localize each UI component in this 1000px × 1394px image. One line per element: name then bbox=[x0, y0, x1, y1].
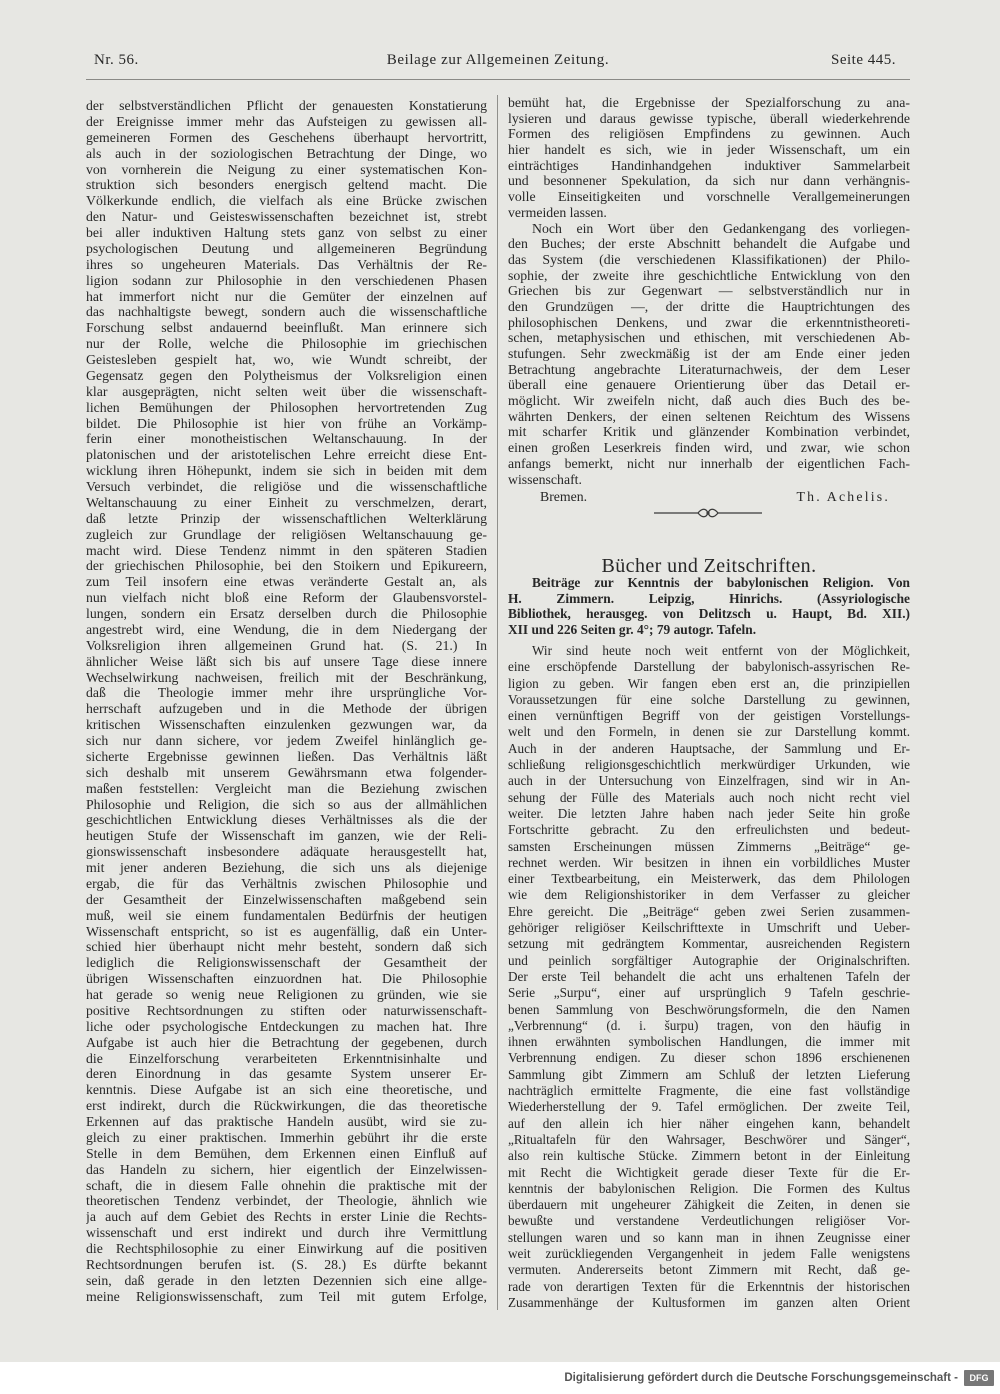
text-line: Voraussetzungen für eine solche Darstellung zu gewinnen, bbox=[508, 691, 910, 707]
text-line: schließung religionsgeschichtlich merkwürdiger Urkunden, wie bbox=[508, 757, 910, 773]
text-line: also rein kultische Stücke. Zimmern betont in der Einleitung bbox=[508, 1148, 910, 1164]
text-line: auf den allein ich hier näher eingehen kann, behandelt bbox=[508, 1115, 910, 1131]
text-line: als auch in der soziologischen Betrachtung der Dinge, wo bbox=[86, 145, 487, 161]
text-line: schen, metaphysischen und ethischen, mit verschiedenen Ab- bbox=[508, 330, 910, 346]
text-line: Auch in der anderen Hauptsache, der Sammlung und Er- bbox=[508, 740, 910, 756]
text-line: einträchtiges Handinhandgehen induktiver Sammelarbeit bbox=[508, 157, 910, 173]
text-line: sophie, der zweite ihre geschichtliche Entwicklung von den bbox=[508, 267, 910, 283]
text-line: Stelle in dem Bemühen, dem Erkennen einen Einfluß auf bbox=[86, 1145, 487, 1161]
text-line: lysieren und daraus gewisse typische, überall wiederkehrende bbox=[508, 110, 910, 126]
digitization-footer bbox=[0, 1362, 1000, 1394]
text-line: der griechischen Philosophie, bei den Stoikern und Epikureern, bbox=[86, 558, 487, 574]
text-line: psychologischen Deutung und allgemeineren Begründung bbox=[86, 240, 487, 256]
text-line: „Ritualtafeln für den Wahrsager, Beschwörer und Sänger“, bbox=[508, 1131, 910, 1147]
text-line: weit zurückliegenden Vergangenheit in jedem Falle wenigstens bbox=[508, 1245, 910, 1261]
review-citation bbox=[508, 575, 910, 638]
text-line: Rechtsordnungen berufen ist. (S. 28.) Es dürfte bekannt bbox=[86, 1256, 487, 1272]
text-line: bemüht hat, die Ergebnisse der Spezialforschung zu ana- bbox=[508, 95, 910, 110]
text-line: den Grundzügen —, der dritte die Hauptrichtungen des bbox=[508, 298, 910, 314]
text-line: wie dem Religionshistoriker in dem Verfasser zu gleicher bbox=[508, 887, 910, 903]
text-line: sein, daß gerade in den letzten Dezennien sich eine allge- bbox=[86, 1272, 487, 1288]
text-line: bildet. Die Philosophie ist hier von frühe an Vorkämp- bbox=[86, 415, 487, 431]
funding-credit: Digitalisierung gefördert durch die Deutsche Forschungsgemeinschaft - bbox=[564, 1372, 958, 1384]
text-line: rechnet werden. Wir besitzen in ihnen ein vorbildliches Muster bbox=[508, 854, 910, 870]
text-line: das nachhaltigste bewegt, sondern auch die wissenschaftliche bbox=[86, 304, 487, 320]
text-line: weiter. Die letzten Jahre haben nach jeder Seite hin große bbox=[508, 805, 910, 821]
text-line: einen vernünftigen Begriff von der geistigen Vorstellungs- bbox=[508, 708, 910, 724]
text-line: einen großen Leserkreis finden wird, und zwar, wie schon bbox=[508, 440, 910, 456]
text-line: H. Zimmern. Leipzig, Hinrichs. (Assyriologische bbox=[508, 590, 910, 606]
text-line: gleich zu einer praktischen. Immerhin gebührt ihr die erste bbox=[86, 1129, 487, 1145]
text-line: anfangs bemerkt, nicht nur innerhalb der eigentlichen Fach- bbox=[508, 455, 910, 471]
text-line: das System (die verschiedenen Klassifikationen) der Philo- bbox=[508, 251, 910, 267]
text-line: philosophischen Denkens, und zwar die erkenntnistheoreti- bbox=[508, 314, 910, 330]
text-line: mit jener anderen Beziehung, die sich uns als diejenige bbox=[86, 860, 487, 875]
text-line: ja auch auf dem Gebiet des Rechts in erster Linie die Rechts- bbox=[86, 1209, 487, 1225]
text-line: sicherte Ergebnisse gewinnen ließen. Das Verhältnis läßt bbox=[86, 748, 487, 764]
text-line: Volksreligion ihren allgemeinen Grund hat. (S. 21.) In bbox=[86, 637, 487, 653]
text-line: Wir sind heute noch weit entfernt von der Möglichkeit, bbox=[532, 643, 910, 658]
text-line: den Natur- und Geisteswissenschaften bezeichnet ist, strebt bbox=[86, 209, 487, 225]
text-line: kritischen Wissenschaften einzulenken gezwungen war, da bbox=[86, 717, 487, 733]
text-line: daß letzte Prinzip der wissenschaftlichen Welterklärung bbox=[86, 510, 487, 526]
text-line: macht wird. Diese Tendenz nimmt in den späteren Stadien bbox=[86, 542, 487, 558]
text-line: den Buches; der erste Abschnitt behandelt die Aufgabe und bbox=[508, 236, 910, 252]
text-line: ergab, die für das Verhältnis zwischen Philosophie und bbox=[86, 875, 487, 891]
text-line: und peinlich sorgfältiger Autographie der Originalschriften. bbox=[508, 952, 910, 968]
text-line: Versuch verbindet, die religiöse und die wissenschaftliche bbox=[86, 479, 487, 494]
text-line: „Verbrennung“ (d. i. šurpu) tragen, von den häufig in bbox=[508, 1017, 910, 1033]
text-line: Erkennen auf das praktische Handeln ausübt, wird sie zu- bbox=[86, 1114, 487, 1129]
text-line: Gegensatz gegen den Polytheismus der Volksreligion einen bbox=[86, 367, 487, 383]
text-line: theoretischen Tendenz verbindet, der Theologie, ähnlich wie bbox=[86, 1193, 487, 1209]
text-line: der Gesamtheit der Einzelwissenschaften maßgebend sein bbox=[86, 891, 487, 907]
text-line: Noch ein Wort über den Gedankengang des vorliegen- bbox=[532, 220, 910, 236]
text-line: wicklung ihren Höhepunkt, indem sie sich in beiden mit dem bbox=[86, 463, 487, 479]
text-line: vermeiden lassen. bbox=[508, 204, 607, 220]
text-line: benen Sammlung von Beschwörungsformeln, die den Namen bbox=[508, 1001, 910, 1017]
page-header bbox=[86, 52, 910, 72]
text-line: Griechen bis zur Gegenwart — selbstverständlich nur in bbox=[508, 283, 910, 299]
text-line: hat immerfort nicht nur die Gemüter der einzelnen auf bbox=[86, 288, 487, 304]
text-line: nur der Rolle, welche die Philosophie im griechischen bbox=[86, 336, 487, 352]
text-line: Ehre gereicht. Die „Beiträge“ geben zwei Serien zusammen- bbox=[508, 903, 910, 919]
text-line: überdauern mit ungeheurer Zähigkeit die Zeiten, in denen sie bbox=[508, 1197, 910, 1213]
text-line: Verbrennung endigen. Zu dieser schon 1896 erschienenen bbox=[508, 1050, 910, 1066]
text-line: Beiträge zur Kenntnis der babylonischen Religion. Von bbox=[532, 575, 910, 590]
text-line: Betrachtung angebrachte Literaturnachweis, der dem Leser bbox=[508, 361, 910, 377]
signature-author: Th. Achelis. bbox=[796, 489, 890, 504]
text-line: positive Rechtsordnungen zu stiften oder naturwissenschaft- bbox=[86, 1002, 487, 1018]
newspaper-title: Beilage zur Allgemeinen Zeitung. bbox=[386, 52, 610, 68]
text-line: sich nur dann sichere, vor jedem Zweifel hinlänglich ge- bbox=[86, 733, 487, 748]
text-line: ihnen erwähnten symbolischen Handlungen, die immer mit bbox=[508, 1034, 910, 1050]
text-line: Wissenschaft entspricht, so ist es augenfällig, daß ein Unter- bbox=[86, 923, 487, 939]
text-line: zum Teil insofern eine etwas veränderte Gestalt an, als bbox=[86, 574, 487, 590]
text-line: Forschung selbst andauernd beeinflußt. Man erinnere sich bbox=[86, 320, 487, 336]
text-line: Der erste Teil behandelt die acht uns erhaltenen Tafeln der bbox=[508, 968, 910, 984]
text-line: lichen Bemühungen der Philosophen hervortretenden Zug bbox=[86, 399, 487, 415]
text-line: heutigen Stufe der Wissenschaft im ganzen, wie der Reli- bbox=[86, 828, 487, 844]
page-number: Seite 445. bbox=[831, 52, 896, 68]
text-line: gehöriger religiöser Keilschrifttexte in Umschrift und Ueber- bbox=[508, 920, 910, 936]
text-line: einer Textbearbeitung, ein Meisterwerk, das dem Philologen bbox=[508, 871, 910, 887]
text-line: herrschaft aufzugeben und in die Methode der übrigen bbox=[86, 701, 487, 717]
text-line: ähnlicher Weise läßt sich bis auf unsere Tage diese innere bbox=[86, 653, 487, 669]
text-line: maßen feststellen: Vergleicht man die Beziehung zwischen bbox=[86, 780, 487, 796]
text-line: volle Einseitigkeiten und vorschnelle Verallgemeinerungen bbox=[508, 189, 910, 205]
column-divider bbox=[497, 95, 498, 1310]
text-line: ihres so ungeheuren Materials. Das Verhältnis der Re- bbox=[86, 256, 487, 272]
text-line: meine Religionswissenschaft, zum Teil mit gutem Erfolge, bbox=[86, 1288, 487, 1304]
text-line: Fortschritte gebracht. Zu den erfreulichsten und bedeut- bbox=[508, 822, 910, 838]
issue-number: Nr. 56. bbox=[94, 52, 139, 68]
text-line: schaft, die in diesem Falle ohnehin die praktische mit der bbox=[86, 1177, 487, 1193]
text-line: hier handelt es sich, wie in jeder Wissenschaft, um ein bbox=[508, 142, 910, 158]
text-line: stellungen waren und so kann man in ihnen Zeugnisse einer bbox=[508, 1229, 910, 1245]
text-line: wissenschaft und erst indirekt und durch ihre Vermittlung bbox=[86, 1225, 487, 1241]
text-line: Sammlung gibt Zimmern am Schluß der letzten Lieferung bbox=[508, 1066, 910, 1082]
text-line: liche oder psychologische Entdeckungen zu machen hat. Ihre bbox=[86, 1018, 487, 1034]
text-line: Aufgabe ist auch hier die Betrachtung der gegebenen, durch bbox=[86, 1034, 487, 1050]
text-line: von vornherein die Neigung zu einer systematischen Kon- bbox=[86, 161, 487, 177]
text-line: lediglich die Religionswissenschaft der Gesamtheit der bbox=[86, 955, 487, 971]
text-line: kenntnis der babylonischen Religion. Die Formen des Kultus bbox=[508, 1180, 910, 1196]
text-line: Geistesleben gespielt hat, wo, wie Wundt schreibt, der bbox=[86, 352, 487, 367]
text-line: möglicht. Wir zweifeln nicht, daß auch dies Buch des be- bbox=[508, 393, 910, 409]
header-rule bbox=[86, 79, 910, 80]
text-line: deren Einordnung in das gesamte System unserer Er- bbox=[86, 1066, 487, 1082]
text-line: struktion sich besonders energisch geltend macht. Die bbox=[86, 177, 487, 193]
text-line: wissenschaft. bbox=[508, 471, 582, 487]
text-line: Zusammenhänge der Kultusformen im ganzen alten Orient bbox=[508, 1294, 910, 1310]
text-line: geschichtlichen Entwicklung dieses Verhältnisses als die der bbox=[86, 812, 487, 828]
text-line: klar ausgeprägten, nicht selten weit über die wissenschaft- bbox=[86, 383, 487, 399]
text-line: stufungen. Sehr zweckmäßig ist der am Ende einer jeden bbox=[508, 346, 910, 361]
text-line: und besonnener Spekulation, da sich nur dann verhängnis- bbox=[508, 173, 910, 189]
text-line: Weltanschauung zu einer Einheit zu verschmelzen, derart, bbox=[86, 494, 487, 510]
text-line: sich deshalb mit unserem Gewährsmann etwa folgender- bbox=[86, 764, 487, 780]
text-line: auch in der Untersuchung von Einzelfragen, sind wir in An- bbox=[508, 773, 910, 789]
dfg-logo: DFG bbox=[964, 1370, 994, 1386]
text-line: überall eine genauere Orientierung über das Detail er- bbox=[508, 377, 910, 393]
text-line: mit Recht die Wichtigkeit gerade dieser Texte für die Er- bbox=[508, 1164, 910, 1180]
text-line: Bibliothek, herausgeg. von Delitzsch u. Haupt, Bd. XII.) bbox=[508, 606, 910, 622]
text-line: Wiederherstellung der 9. Tafel ermöglichen. Der zweite Teil, bbox=[508, 1099, 910, 1115]
text-line: nun vielfach nicht bloß eine Reform der Glaubensvorstel- bbox=[86, 590, 487, 606]
section-heading: Bücher und Zeitschriften. bbox=[601, 555, 817, 577]
text-line: platonischen und der aristotelischen Lehre erreicht diese Ent- bbox=[86, 447, 487, 463]
text-line: kenntnis. Diese Aufgabe ist an sich eine theoretische, und bbox=[86, 1082, 487, 1098]
text-line: Philosophie und Religion, die sich so aus der allmählichen bbox=[86, 796, 487, 812]
text-line: daß die Theologie immer mehr ihre ursprüngliche Vor- bbox=[86, 685, 487, 701]
text-line: der Ereignisse immer mehr das Aufsteigen zu gewissen all- bbox=[86, 113, 487, 129]
text-line: die Rechtsphilosophie zu einer Einwirkung auf die positiven bbox=[86, 1241, 487, 1256]
text-line: gionswissenschaft insbesondere adäquate herausgestellt hat, bbox=[86, 844, 487, 860]
text-line: ligion zu geben. Wir fangen eben erst an, die prinzipiellen bbox=[508, 675, 910, 691]
text-line: sehung der Fülle des Materials auch noch nicht recht viel bbox=[508, 789, 910, 805]
text-line: Serie „Surpu“, einer auf ursprünglich 9 Tafeln geschrie- bbox=[508, 985, 910, 1001]
ornament-divider bbox=[654, 507, 762, 519]
signature bbox=[508, 489, 910, 505]
left-column bbox=[86, 98, 487, 1305]
text-line: muß, weil sie einem fundamentalen Bedürfnis der heutigen bbox=[86, 907, 487, 923]
text-line: XII und 226 Seiten gr. 4°; 79 autogr. Tafeln. bbox=[508, 622, 757, 638]
text-line: angestrebt wird, eine Wendung, die in dem Niedergang der bbox=[86, 621, 487, 637]
text-line: zugleich zur Grundlage der religiösen Weltanschauung ge- bbox=[86, 526, 487, 542]
text-line: ferin einer monotheistischen Weltanschauung. In der bbox=[86, 431, 487, 447]
text-line: welt und den Formeln, in denen sie zur Darstellung kommt. bbox=[508, 724, 910, 740]
text-line: Formen des religiösen Empfindens zu gewinnen. Auch bbox=[508, 126, 910, 142]
text-line: lungen, sondern ein Ersatz derselben durch die Philosophie bbox=[86, 606, 487, 621]
essay-conclusion bbox=[508, 95, 910, 487]
text-line: bewußte und verstandene Verdeutlichungen religiöser Vor- bbox=[508, 1213, 910, 1229]
text-line: mit scharfer Kritik und glänzender Kombination verbindet, bbox=[508, 424, 910, 440]
text-line: schied hier überhaupt nicht mehr besteht, sondern daß sich bbox=[86, 939, 487, 955]
text-line: übrigen Wissenschaften einzuordnen hat. Die Philosophie bbox=[86, 971, 487, 987]
text-line: ligion sodann zur Philosophie in den verschiedenen Phasen bbox=[86, 272, 487, 288]
text-line: währten Denkers, der einen seltenen Reichtum des Wissens bbox=[508, 408, 910, 424]
text-line: das Handeln zu sichern, hier eigentlich der Einzelwissen- bbox=[86, 1161, 487, 1177]
text-line: setzung mit gedrängtem Kommentar, ausreichenden Registern bbox=[508, 936, 910, 952]
text-line: nachträglich ermittelte Fragmente, die eine fast vollständige bbox=[508, 1083, 910, 1099]
text-line: eine erschöpfende Darstellung der babylonisch-assyrischen Re- bbox=[508, 659, 910, 675]
text-line: hat gerade so wenig neue Religionen zu gründen, wie sie bbox=[86, 987, 487, 1002]
text-line: Wechselwirkung nachweisen, freilich mit der Beschränkung, bbox=[86, 669, 487, 685]
text-line: Völkerkunde endlich, die vielfach als eine Brücke zwischen bbox=[86, 193, 487, 209]
text-line: bei aller induktiven Haltung stets ganz von selbst zu einer bbox=[86, 225, 487, 240]
text-line: die Einzelforschung verarbeiteten Erkenntnisinhalte und bbox=[86, 1050, 487, 1066]
text-line: gemeineren Formen des Geschehens überhaupt hervortritt, bbox=[86, 129, 487, 145]
text-line: rade von derartigen Texten für die Erkenntnis der historischen bbox=[508, 1278, 910, 1294]
text-line: samsten Erscheinungen müssen Zimmerns „Beiträge“ ge- bbox=[508, 838, 910, 854]
text-line: der selbstverständlichen Pflicht der genauesten Konstatierung bbox=[86, 98, 487, 113]
text-line: erst indirekt, durch die Rückwirkungen, die das theoretische bbox=[86, 1098, 487, 1114]
review-body bbox=[508, 643, 910, 1311]
text-line: vermuten. Andererseits betont Zimmern mit Recht, daß ge- bbox=[508, 1262, 910, 1278]
signature-place: Bremen. bbox=[540, 489, 588, 504]
